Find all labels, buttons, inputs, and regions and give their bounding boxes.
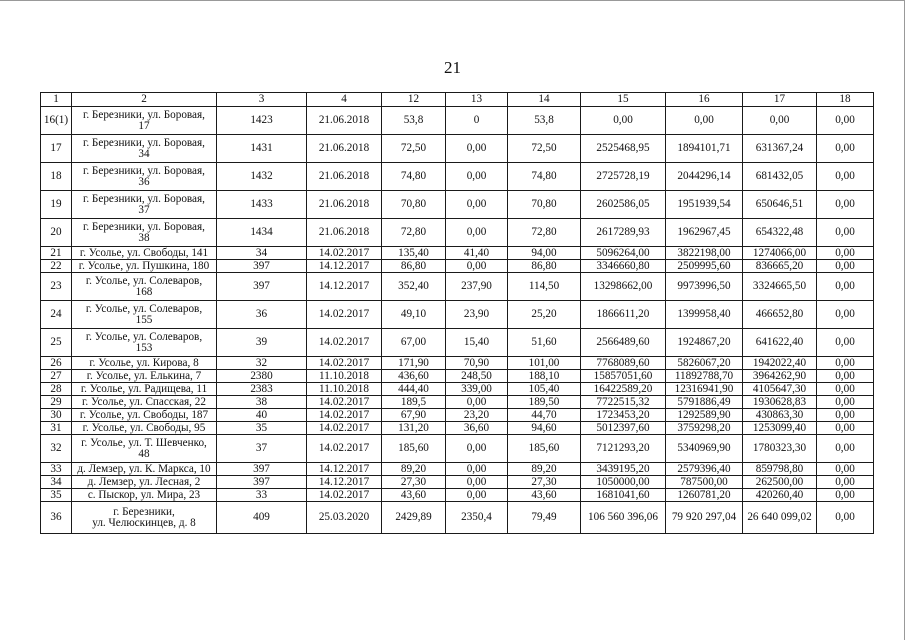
cell-col16-amount: 1260781,20	[666, 489, 743, 502]
cell-col14: 185,60	[508, 435, 581, 463]
cell-total-area: 444,40	[382, 383, 446, 396]
cell-row-number: 27	[41, 370, 72, 383]
cell-row-number: 33	[41, 463, 72, 476]
col-header: 15	[581, 93, 666, 107]
cell-total-area: 72,50	[382, 135, 446, 163]
address-line: д. Лемзер, ул. Лесная, 2	[87, 475, 201, 488]
cell-col14: 79,49	[508, 502, 581, 534]
cell-col13: 0,00	[446, 463, 508, 476]
cell-total-area: 72,80	[382, 219, 446, 247]
cell-address	[72, 135, 217, 163]
cell-col18-amount: 0,00	[817, 502, 874, 534]
cell-col16-amount: 9973996,50	[666, 273, 743, 301]
cell-total-area: 67,00	[382, 329, 446, 357]
cell-total-area: 135,40	[382, 247, 446, 260]
cell-col18-amount: 0,00	[817, 107, 874, 135]
cell-col13: 15,40	[446, 329, 508, 357]
cell-row-number: 24	[41, 301, 72, 329]
cell-registration-number: 1423	[217, 107, 307, 135]
address-line: ул. Челюскинцев, д. 8	[92, 516, 196, 529]
cell-col18-amount: 0,00	[817, 422, 874, 435]
address-line: 36	[138, 175, 150, 188]
cell-col13: 0,00	[446, 219, 508, 247]
cell-col15-amount: 1681041,60	[581, 489, 666, 502]
cell-col13: 36,60	[446, 422, 508, 435]
cell-col13: 339,00	[446, 383, 508, 396]
cell-total-area: 189,5	[382, 396, 446, 409]
col-header: 14	[508, 93, 581, 107]
col-header: 12	[382, 93, 446, 107]
cell-address	[72, 476, 217, 489]
cell-col17-amount: 650646,51	[743, 191, 817, 219]
table-row	[41, 409, 874, 422]
cell-col18-amount: 0,00	[817, 370, 874, 383]
cell-registration-number: 40	[217, 409, 307, 422]
cell-date: 14.02.2017	[307, 396, 382, 409]
col-header: 2	[72, 93, 217, 107]
cell-col18-amount: 0,00	[817, 396, 874, 409]
cell-address	[72, 502, 217, 534]
cell-col18-amount: 0,00	[817, 135, 874, 163]
cell-col17-amount: 1253099,40	[743, 422, 817, 435]
cell-total-area: 70,80	[382, 191, 446, 219]
cell-col13: 0	[446, 107, 508, 135]
cell-address	[72, 329, 217, 357]
cell-date: 14.02.2017	[307, 301, 382, 329]
cell-row-number: 36	[41, 502, 72, 534]
cell-col13: 23,90	[446, 301, 508, 329]
cell-col14: 43,60	[508, 489, 581, 502]
cell-col16-amount: 3822198,00	[666, 247, 743, 260]
col-header: 3	[217, 93, 307, 107]
cell-total-area: 86,80	[382, 260, 446, 273]
cell-col16-amount: 1399958,40	[666, 301, 743, 329]
cell-registration-number: 34	[217, 247, 307, 260]
cell-col15-amount: 2725728,19	[581, 163, 666, 191]
cell-col13: 0,00	[446, 435, 508, 463]
col-header: 13	[446, 93, 508, 107]
address-line: г. Усолье, ул. Радищева, 11	[80, 382, 208, 395]
cell-date: 21.06.2018	[307, 163, 382, 191]
address-line: г. Усолье, ул. Свободы, 141	[79, 246, 209, 259]
cell-col15-amount: 2566489,60	[581, 329, 666, 357]
cell-col16-amount: 5340969,90	[666, 435, 743, 463]
address-line: г. Березники, ул. Боровая,	[83, 220, 205, 233]
address-line: 48	[138, 447, 150, 460]
cell-row-number: 26	[41, 357, 72, 370]
address-line: д. Лемзер, ул. К. Маркса, 10	[77, 462, 211, 475]
table-row	[41, 260, 874, 273]
cell-address	[72, 489, 217, 502]
cell-total-area: 67,90	[382, 409, 446, 422]
cell-date: 14.02.2017	[307, 357, 382, 370]
address-line: с. Пыскор, ул. Мира, 23	[87, 488, 201, 501]
cell-registration-number: 1432	[217, 163, 307, 191]
table-row	[41, 383, 874, 396]
cell-total-area: 74,80	[382, 163, 446, 191]
cell-col18-amount: 0,00	[817, 357, 874, 370]
cell-address	[72, 383, 217, 396]
cell-address	[72, 396, 217, 409]
cell-col13: 2350,4	[446, 502, 508, 534]
cell-total-area: 171,90	[382, 357, 446, 370]
table-row	[41, 107, 874, 135]
cell-col14: 86,80	[508, 260, 581, 273]
cell-registration-number: 39	[217, 329, 307, 357]
cell-col13: 70,90	[446, 357, 508, 370]
cell-col16-amount: 0,00	[666, 107, 743, 135]
cell-date: 14.02.2017	[307, 422, 382, 435]
cell-address	[72, 463, 217, 476]
address-line: г. Усолье, ул. Свободы, 95	[82, 421, 206, 434]
cell-address	[72, 409, 217, 422]
table-row	[41, 163, 874, 191]
address-line: г. Березники, ул. Боровая,	[83, 136, 205, 149]
cell-address	[72, 273, 217, 301]
cell-col18-amount: 0,00	[817, 476, 874, 489]
cell-col18-amount: 0,00	[817, 191, 874, 219]
address-line: 38	[138, 231, 150, 244]
address-line: г. Усолье, ул. Солеваров,	[85, 274, 203, 287]
data-table	[40, 92, 874, 534]
cell-registration-number: 37	[217, 435, 307, 463]
cell-total-area: 436,60	[382, 370, 446, 383]
cell-col14: 189,50	[508, 396, 581, 409]
address-line: 155	[135, 313, 153, 326]
cell-total-area: 131,20	[382, 422, 446, 435]
address-line: 17	[138, 119, 150, 132]
cell-col13: 0,00	[446, 191, 508, 219]
cell-col13: 0,00	[446, 476, 508, 489]
cell-row-number: 19	[41, 191, 72, 219]
cell-address	[72, 247, 217, 260]
cell-registration-number: 397	[217, 273, 307, 301]
cell-col17-amount: 1930628,83	[743, 396, 817, 409]
address-line: 37	[138, 203, 150, 216]
cell-total-area: 352,40	[382, 273, 446, 301]
cell-date: 14.02.2017	[307, 489, 382, 502]
cell-address	[72, 191, 217, 219]
cell-date: 21.06.2018	[307, 191, 382, 219]
cell-total-area: 27,30	[382, 476, 446, 489]
table-row	[41, 463, 874, 476]
cell-col18-amount: 0,00	[817, 329, 874, 357]
cell-col13: 23,20	[446, 409, 508, 422]
cell-col14: 27,30	[508, 476, 581, 489]
cell-col17-amount: 0,00	[743, 107, 817, 135]
cell-total-area: 2429,89	[382, 502, 446, 534]
cell-col17-amount: 1274066,00	[743, 247, 817, 260]
table-row	[41, 502, 874, 534]
cell-col18-amount: 0,00	[817, 409, 874, 422]
table-row	[41, 489, 874, 502]
cell-col13: 0,00	[446, 396, 508, 409]
cell-col14: 53,8	[508, 107, 581, 135]
cell-col13: 0,00	[446, 489, 508, 502]
cell-address	[72, 435, 217, 463]
cell-col14: 94,60	[508, 422, 581, 435]
cell-registration-number: 2383	[217, 383, 307, 396]
cell-col17-amount: 681432,05	[743, 163, 817, 191]
cell-col15-amount: 7768089,60	[581, 357, 666, 370]
address-line: г. Усолье, ул. Т. Шевченко,	[81, 436, 207, 449]
cell-row-number: 21	[41, 247, 72, 260]
cell-date: 14.02.2017	[307, 409, 382, 422]
cell-col15-amount: 5012397,60	[581, 422, 666, 435]
table-row	[41, 329, 874, 357]
cell-date: 14.12.2017	[307, 260, 382, 273]
cell-col14: 114,50	[508, 273, 581, 301]
cell-col17-amount: 26 640 099,02	[743, 502, 817, 534]
cell-col16-amount: 2579396,40	[666, 463, 743, 476]
cell-col17-amount: 641622,40	[743, 329, 817, 357]
cell-col16-amount: 79 920 297,04	[666, 502, 743, 534]
address-line: г. Березники, ул. Боровая,	[83, 192, 205, 205]
cell-registration-number: 32	[217, 357, 307, 370]
table-row	[41, 357, 874, 370]
table-row	[41, 370, 874, 383]
cell-col13: 0,00	[446, 163, 508, 191]
header-row	[41, 93, 874, 107]
cell-total-area: 43,60	[382, 489, 446, 502]
cell-col18-amount: 0,00	[817, 273, 874, 301]
cell-col18-amount: 0,00	[817, 260, 874, 273]
cell-row-number: 25	[41, 329, 72, 357]
cell-address	[72, 422, 217, 435]
cell-col14: 188,10	[508, 370, 581, 383]
cell-col15-amount: 1050000,00	[581, 476, 666, 489]
cell-date: 21.06.2018	[307, 219, 382, 247]
cell-date: 14.02.2017	[307, 247, 382, 260]
cell-col17-amount: 262500,00	[743, 476, 817, 489]
cell-date: 14.12.2017	[307, 463, 382, 476]
cell-date: 21.06.2018	[307, 135, 382, 163]
cell-row-number: 32	[41, 435, 72, 463]
page-number: 21	[444, 58, 461, 77]
cell-address	[72, 357, 217, 370]
table-row	[41, 422, 874, 435]
cell-col17-amount: 466652,80	[743, 301, 817, 329]
cell-col15-amount: 3346660,80	[581, 260, 666, 273]
cell-col16-amount: 5791886,49	[666, 396, 743, 409]
cell-col18-amount: 0,00	[817, 219, 874, 247]
cell-registration-number: 397	[217, 476, 307, 489]
address-line: 168	[135, 285, 153, 298]
cell-row-number: 29	[41, 396, 72, 409]
cell-col18-amount: 0,00	[817, 383, 874, 396]
cell-row-number: 20	[41, 219, 72, 247]
address-line: г. Усолье, ул. Пушкина, 180	[78, 259, 210, 272]
cell-col16-amount: 1962967,45	[666, 219, 743, 247]
cell-row-number: 35	[41, 489, 72, 502]
address-line: 34	[138, 147, 150, 160]
cell-total-area: 185,60	[382, 435, 446, 463]
col-header: 4	[307, 93, 382, 107]
cell-date: 11.10.2018	[307, 370, 382, 383]
cell-col16-amount: 1292589,90	[666, 409, 743, 422]
cell-col17-amount: 4105647,30	[743, 383, 817, 396]
cell-date: 14.02.2017	[307, 329, 382, 357]
cell-date: 14.02.2017	[307, 435, 382, 463]
address-line: г. Березники, ул. Боровая,	[83, 164, 205, 177]
address-line: г. Усолье, ул. Кирова, 8	[89, 356, 199, 369]
cell-col18-amount: 0,00	[817, 247, 874, 260]
cell-col14: 25,20	[508, 301, 581, 329]
cell-col16-amount: 1894101,71	[666, 135, 743, 163]
table-row	[41, 476, 874, 489]
address-line: г. Березники,	[113, 505, 175, 518]
cell-row-number: 16(1)	[41, 107, 72, 135]
cell-col17-amount: 836665,20	[743, 260, 817, 273]
cell-col16-amount: 3759298,20	[666, 422, 743, 435]
cell-registration-number: 1431	[217, 135, 307, 163]
col-header: 1	[41, 93, 72, 107]
cell-col16-amount: 11892788,70	[666, 370, 743, 383]
cell-col13: 248,50	[446, 370, 508, 383]
table-row	[41, 191, 874, 219]
table-row	[41, 396, 874, 409]
cell-date: 21.06.2018	[307, 107, 382, 135]
cell-col17-amount: 1942022,40	[743, 357, 817, 370]
cell-col18-amount: 0,00	[817, 463, 874, 476]
cell-col14: 105,40	[508, 383, 581, 396]
cell-col18-amount: 0,00	[817, 301, 874, 329]
cell-col14: 51,60	[508, 329, 581, 357]
cell-total-area: 53,8	[382, 107, 446, 135]
cell-registration-number: 397	[217, 260, 307, 273]
cell-col17-amount: 430863,30	[743, 409, 817, 422]
cell-address	[72, 370, 217, 383]
cell-registration-number: 36	[217, 301, 307, 329]
col-header: 16	[666, 93, 743, 107]
cell-col18-amount: 0,00	[817, 489, 874, 502]
cell-col17-amount: 3324665,50	[743, 273, 817, 301]
cell-col17-amount: 1780323,30	[743, 435, 817, 463]
cell-col15-amount: 1866611,20	[581, 301, 666, 329]
col-header: 17	[743, 93, 817, 107]
table-row	[41, 247, 874, 260]
cell-col15-amount: 5096264,00	[581, 247, 666, 260]
cell-col14: 74,80	[508, 163, 581, 191]
cell-col17-amount: 420260,40	[743, 489, 817, 502]
address-line: г. Березники, ул. Боровая,	[83, 108, 205, 121]
cell-col15-amount: 15857051,60	[581, 370, 666, 383]
cell-col15-amount: 7722515,32	[581, 396, 666, 409]
table-row	[41, 301, 874, 329]
cell-col17-amount: 859798,80	[743, 463, 817, 476]
cell-col15-amount: 1723453,20	[581, 409, 666, 422]
cell-col16-amount: 2044296,14	[666, 163, 743, 191]
cell-col13: 0,00	[446, 135, 508, 163]
cell-total-area: 89,20	[382, 463, 446, 476]
cell-col16-amount: 1951939,54	[666, 191, 743, 219]
cell-col15-amount: 16422589,20	[581, 383, 666, 396]
cell-registration-number: 35	[217, 422, 307, 435]
cell-col14: 101,00	[508, 357, 581, 370]
cell-registration-number: 1434	[217, 219, 307, 247]
cell-col15-amount: 2617289,93	[581, 219, 666, 247]
cell-registration-number: 33	[217, 489, 307, 502]
cell-col15-amount: 2525468,95	[581, 135, 666, 163]
cell-col18-amount: 0,00	[817, 163, 874, 191]
cell-col14: 44,70	[508, 409, 581, 422]
cell-col17-amount: 3964262,90	[743, 370, 817, 383]
address-line: г. Усолье, ул. Елькина, 7	[86, 369, 202, 382]
address-line: г. Усолье, ул. Спасская, 22	[82, 395, 206, 408]
cell-address	[72, 219, 217, 247]
cell-col16-amount: 12316941,90	[666, 383, 743, 396]
cell-col18-amount: 0,00	[817, 435, 874, 463]
cell-col14: 70,80	[508, 191, 581, 219]
cell-registration-number: 1433	[217, 191, 307, 219]
cell-total-area: 49,10	[382, 301, 446, 329]
cell-address	[72, 163, 217, 191]
cell-col14: 72,80	[508, 219, 581, 247]
cell-col15-amount: 2602586,05	[581, 191, 666, 219]
cell-col16-amount: 1924867,20	[666, 329, 743, 357]
address-line: г. Усолье, ул. Свободы, 187	[79, 408, 209, 421]
cell-col17-amount: 631367,24	[743, 135, 817, 163]
cell-col16-amount: 787500,00	[666, 476, 743, 489]
cell-col15-amount: 13298662,00	[581, 273, 666, 301]
cell-col14: 94,00	[508, 247, 581, 260]
table-row	[41, 273, 874, 301]
cell-date: 11.10.2018	[307, 383, 382, 396]
page-edge-top	[0, 0, 905, 1]
address-line: г. Усолье, ул. Солеваров,	[85, 330, 203, 343]
table-row	[41, 135, 874, 163]
cell-registration-number: 2380	[217, 370, 307, 383]
cell-row-number: 22	[41, 260, 72, 273]
cell-col13: 0,00	[446, 260, 508, 273]
cell-registration-number: 409	[217, 502, 307, 534]
cell-col16-amount: 5826067,20	[666, 357, 743, 370]
cell-address	[72, 107, 217, 135]
cell-col15-amount: 7121293,20	[581, 435, 666, 463]
cell-row-number: 18	[41, 163, 72, 191]
cell-col17-amount: 654322,48	[743, 219, 817, 247]
cell-date: 14.12.2017	[307, 273, 382, 301]
cell-row-number: 23	[41, 273, 72, 301]
cell-col14: 89,20	[508, 463, 581, 476]
cell-row-number: 34	[41, 476, 72, 489]
cell-row-number: 30	[41, 409, 72, 422]
address-line: г. Усолье, ул. Солеваров,	[85, 302, 203, 315]
table-row	[41, 435, 874, 463]
cell-date: 14.12.2017	[307, 476, 382, 489]
cell-col16-amount: 2509995,60	[666, 260, 743, 273]
col-header: 18	[817, 93, 874, 107]
cell-col14: 72,50	[508, 135, 581, 163]
cell-date: 25.03.2020	[307, 502, 382, 534]
cell-row-number: 31	[41, 422, 72, 435]
cell-registration-number: 397	[217, 463, 307, 476]
cell-col15-amount: 0,00	[581, 107, 666, 135]
cell-col13: 237,90	[446, 273, 508, 301]
cell-registration-number: 38	[217, 396, 307, 409]
cell-col15-amount: 3439195,20	[581, 463, 666, 476]
cell-address	[72, 301, 217, 329]
cell-row-number: 17	[41, 135, 72, 163]
address-line: 153	[135, 341, 153, 354]
table-row	[41, 219, 874, 247]
cell-col13: 41,40	[446, 247, 508, 260]
cell-row-number: 28	[41, 383, 72, 396]
cell-address	[72, 260, 217, 273]
cell-col15-amount: 106 560 396,06	[581, 502, 666, 534]
